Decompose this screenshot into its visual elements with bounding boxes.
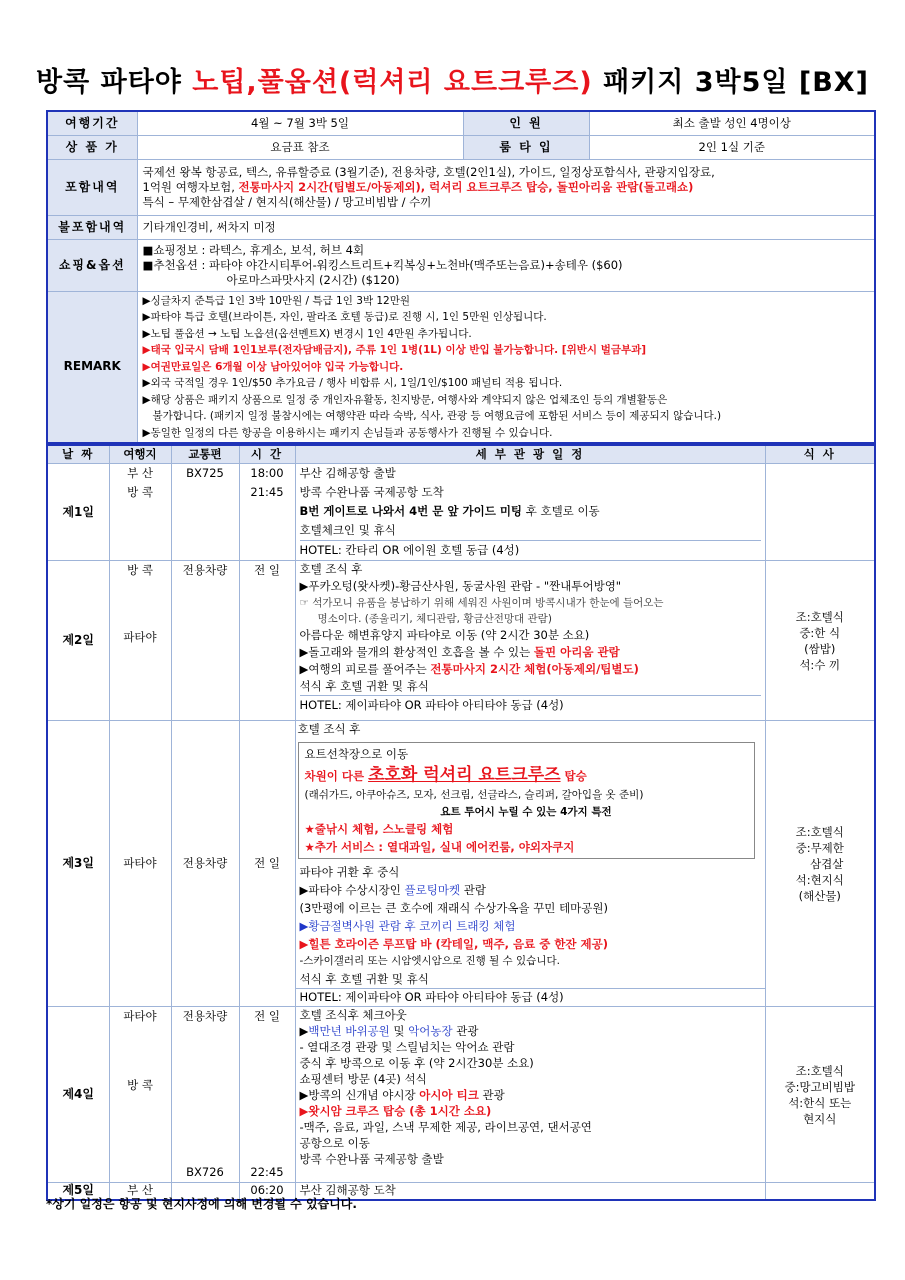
day-transport: 전용차량 xyxy=(171,561,239,721)
remark-item: ▶해당 상품은 패키지 상품으로 일정 중 개인자유활동, 친지방문, 여행사와 계약되지 않은 업체조인 등의 개별활동은 xyxy=(142,393,668,406)
remark-item: ▶노팁 풀옵션 → 노팁 노옵션(옵션멘트X) 변경시 1인 4만원 추가됩니다. xyxy=(142,327,472,340)
page-title: 방콕 파타야 노팁,풀옵션(럭셔리 요트크루즈) 패키지 3박5일 [BX] xyxy=(36,67,869,98)
day-times: 18:00 21:45 xyxy=(239,464,295,561)
yacht-box: 요트선착장으로 이동 차원이 다른 초호화 럭셔리 요트크루즈 탑승 (래쉬가드, 아쿠아슈즈, 모자, 선크림, 선글라스, 슬리퍼, 갈아입을 옷 준비) 요트 투어시 누릴 수 있는 4가지 특전 ★줄낚시 체험, 스노클링 체험 ★추가 서비스 : 열대과일, 실내 에어컨룸, 야외자쿠지 xyxy=(298,742,755,859)
header-transport: 교통편 xyxy=(171,445,239,464)
day-detail: 부산 김해공항 도착 xyxy=(295,1183,765,1200)
day-detail: 호텔 조식 후 ▶푸카오텅(왓사켓)-황금산사원, 동굴사원 관람 - "짠내투어방영" ☞ 석가모니 유품을 봉납하기 위해 세워진 사원이며 방콕시내가 한눈에 들어오는 명소이다. (종울리기, 체디관람, 황금산전망대 관람) 아름다운 해변휴양지 파타야로 이동 (약 2시간 30분 소요) ▶돌고래와 물개의 환상적인 호흡을 볼 수 있는 돌핀 아리움 관람 ▶여행의 피로를 풀어주는 전통마사지 2시간 체험(아동제외/팁별도) 석식 후 호텔 귀환 및 휴식 HOTEL: 제이파타야 OR 파타야 아티타야 동급 (4성) xyxy=(295,561,765,721)
included-value: 국제선 왕복 항공료, 텍스, 유류할증료 (3월기준), 전용차량, 호텔(2인1실), 가이드, 일정상포함식사, 관광지입장료, 1억원 여행자보험, 전통마사지 2시간(팁별도/아동제외), 럭셔리 요트크루즈 탑승, 돌핀아리움 관람(돌고래쇼) 특식 – 무제한삼겹살 / 현지식(해산물) / 망고비빔밥 / 수끼 xyxy=(137,159,875,215)
day-meal xyxy=(765,1183,875,1200)
header-place: 여행지 xyxy=(109,445,171,464)
shopping-value: ■쇼핑정보 : 라텍스, 휴게소, 보석, 허브 4회 ■추천옵션 : 파타야 야간시티투어-워킹스트리트+킥복싱+노천바(맥주또는음료)+송테우 ($60) 아로마스파맛사지 (2시간) ($120) xyxy=(137,239,875,291)
day-row xyxy=(47,1007,875,1183)
day-row xyxy=(47,721,875,1007)
day-detail: 호텔 조식 후 요트선착장으로 이동 차원이 다른 초호화 럭셔리 요트크루즈 탑승 (래쉬가드, 아쿠아슈즈, 모자, 선크림, 선글라스, 슬리퍼, 갈아입을 옷 준비) 요트 투어시 누릴 수 있는 4가지 특전 ★줄낚시 체험, 스노클링 체험 ★추가 서비스 : 열대과일, 실내 에어컨룸, 야외자쿠지 파타야 귀환 후 중식 ▶파타야 수상시장인 플로팅마켓 관람 (3만평에 이르는 큰 호수에 재래식 수상가옥을 꾸민 테마공원) ▶황금절벽사원 관람 후 코끼리 트래킹 체험 ▶힐튼 호라이즌 루프탑 바 (칵테일, 맥주, 음료 중 한잔 제공) -스카이갤러리 또는 시암엣시암으로 진행 될 수 있습니다. 석식 후 호텔 귀환 및 휴식 HOTEL: 제이파타야 OR 파타야 아티타야 동급 (4성) xyxy=(295,721,765,1007)
day-transport: 전용차량 xyxy=(171,721,239,1007)
footer-note: *상기 일정은 항공 및 현지사정에 의해 변경될 수 있습니다. xyxy=(46,1197,357,1211)
remark-label: REMARK xyxy=(47,291,137,443)
remark-item: ▶싱글차지 준특급 1인 3박 10만원 / 특급 1인 3박 12만원 xyxy=(142,294,411,307)
remark-item: 불가합니다. (패키지 일정 불참시에는 여행약관 따라 숙박, 식사, 관광 등 여행요금에 포함된 서비스 등이 제공되지 않습니다.) xyxy=(152,410,722,422)
excluded-value: 기타개인경비, 써차지 미정 xyxy=(137,215,875,239)
remark-item: ▶동일한 일정의 다른 항공을 이용하시는 패키지 손님들과 공동행사가 진행될 수 있습니다. xyxy=(142,426,553,439)
day-label: 제4일 xyxy=(47,1007,109,1183)
price-label: 상 품 가 xyxy=(47,135,137,159)
header-detail: 세 부 관 광 일 정 xyxy=(295,445,765,464)
price-value: 요금표 참조 xyxy=(137,135,463,159)
day-time: 전 일 22:45 xyxy=(239,1007,295,1183)
day-place: 파타야 xyxy=(109,721,171,1007)
day-meal: 조:호텔식 중:망고비빔밥 석:한식 또는 현지식 xyxy=(765,1007,875,1183)
day-places: 부 산 방 콕 xyxy=(109,464,171,561)
remark-item: ▶파타야 특급 호텔(브라이튼, 자인, 팔라조 호텔 동급)로 진행 시, 1인 5만원 인상됩니다. xyxy=(142,311,547,323)
header-time: 시 간 xyxy=(239,445,295,464)
day-meal xyxy=(765,464,875,561)
included-label: 포함내역 xyxy=(47,159,137,215)
period-value: 4월 ~ 7월 3박 5일 xyxy=(137,111,463,135)
people-value: 최소 출발 성인 4명이상 xyxy=(589,111,875,135)
remark-item: ▶여권만료일은 6개월 이상 남아있어야 입국 가능합니다. xyxy=(142,360,404,373)
day-row xyxy=(47,561,875,721)
remark-list xyxy=(137,291,875,443)
remark-item: ▶태국 입국시 담배 1인1보루(전자담배금지), 주류 1인 1병(1L) 이상 반입 불가능합니다. [위반시 벌금부과] xyxy=(142,344,647,356)
day-time: 전 일 xyxy=(239,561,295,721)
header-meal: 식 사 xyxy=(765,445,875,464)
schedule-table xyxy=(46,444,876,1201)
room-value: 2인 1실 기준 xyxy=(589,135,875,159)
day-label: 제1일 xyxy=(47,464,109,561)
people-label: 인 원 xyxy=(463,111,589,135)
day-detail: 부산 김해공항 출발 방콕 수완나품 국제공항 도착 B번 게이트로 나와서 4번 문 앞 가이드 미팅 후 호텔로 이동 호텔체크인 및 휴식 HOTEL: 칸타리 OR 에이원 호텔 동급 (4성) xyxy=(295,464,765,561)
day-transport: BX725 xyxy=(171,464,239,561)
day-time: 전 일 xyxy=(239,721,295,1007)
day-time: 06:20 xyxy=(239,1183,295,1200)
header-date: 날 짜 xyxy=(47,445,109,464)
day-place: 부 산 xyxy=(109,1183,171,1200)
day-places: 파타야 방 콕 xyxy=(109,1007,171,1183)
day-transport: 전용차량 BX726 xyxy=(171,1007,239,1183)
excluded-label: 불포함내역 xyxy=(47,215,137,239)
day-label: 제2일 xyxy=(47,561,109,721)
day-detail: 호텔 조식후 체크아웃 ▶백만년 바위공원 및 악어농장 관광 - 열대조경 관광 및 스릴넘치는 악어쇼 관람 중식 후 방콕으로 이동 후 (약 2시간30분 소요) 쇼핑센터 방문 (4곳) 석식 ▶방콕의 신개념 야시장 아시아 티크 관광 ▶왓시암 크루즈 탑승 (총 1시간 소요) -맥주, 음료, 과일, 스낵 무제한 제공, 라이브공연, 댄서공연 공항으로 이동 방콕 수완나품 국제공항 출발 xyxy=(295,1007,765,1183)
period-label: 여행기간 xyxy=(47,111,137,135)
day-label: 제3일 xyxy=(47,721,109,1007)
day-places: 방 콕 파타야 xyxy=(109,561,171,721)
room-label: 룸 타 입 xyxy=(463,135,589,159)
day-label: 제5일 xyxy=(47,1183,109,1200)
day-row xyxy=(47,464,875,561)
shopping-label: 쇼핑&옵션 xyxy=(47,239,137,291)
info-table xyxy=(46,110,876,444)
day-meal: 조:호텔식 중:무제한 삼겹살 석:현지식 (해산물) xyxy=(765,721,875,1007)
day-meal: 조:호텔식 중:한 식 (쌈밥) 석:수 끼 xyxy=(765,561,875,721)
remark-item: ▶외국 국적일 경우 1인/$50 추가요금 / 행사 비합류 시, 1일/1인/$100 패널티 적용 됩니다. xyxy=(142,377,563,389)
